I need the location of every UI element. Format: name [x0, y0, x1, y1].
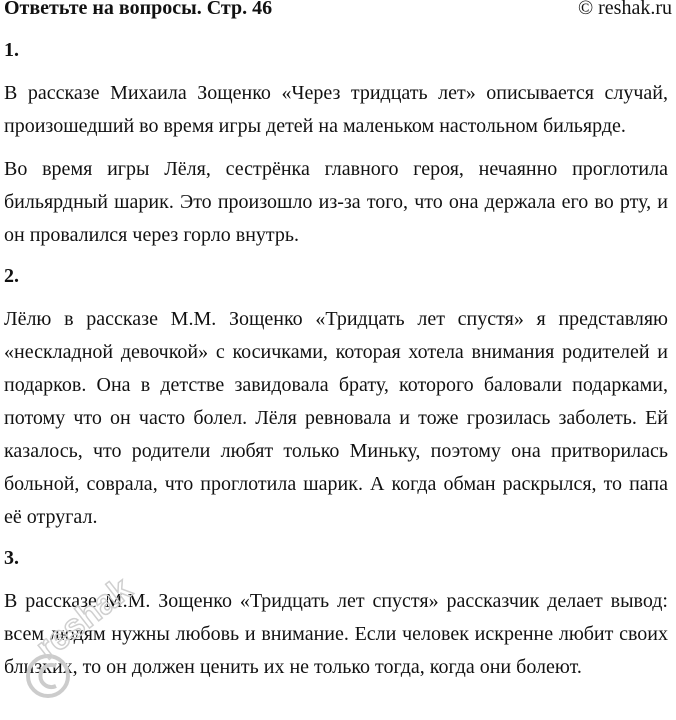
question-number: 1. — [4, 39, 19, 61]
watermark-text: reshak — [28, 569, 139, 668]
source-label: © reshak.ru — [577, 0, 672, 19]
question-number: 2. — [4, 265, 19, 287]
answers-content — [4, 34, 668, 684]
page-header — [4, 0, 672, 20]
answer-paragraph: Во время игры Лёля, сестрёнка главного героя, нечаянно проглотила бильярдный шарик. Это произошло из-за того, что она держала его во рту, и он провалился через горло внутрь. — [4, 158, 668, 246]
page-title: Ответьте на вопросы. Стр. 46 — [4, 0, 273, 19]
answer-paragraph: В рассказе Михаила Зощенко «Через тридцать лет» описывается случай, произошедший во время игры детей на маленьком настольном бильярде. — [4, 82, 668, 137]
answer-paragraph: Лёлю в рассказе М.М. Зощенко «Тридцать лет спустя» я представляю «нескладной девочкой» с косичками, которая хотела внимания родителей и подарков. Она в детстве завидовала брату, которого баловали подарками, потому что он часто болел. Лёля ревновала и тоже грозилась заболеть. Ей казалось, что родители любят только Миньку, поэтому она притворилась больной, соврала, что проглотила шарик. А когда обман раскрылся, то папа её отругал. — [4, 308, 668, 528]
question-2 — [4, 260, 668, 534]
question-1 — [4, 34, 668, 252]
answer-paragraph: В рассказе М.М. Зощенко «Тридцать лет спустя» рассказчик делает вывод: всем людям нужны любовь и внимание. Если человек искренне любит своих близких, то он должен ценить их не только тогда, когда они болеют. — [4, 590, 668, 678]
question-3 — [4, 542, 668, 684]
question-number: 3. — [4, 547, 19, 569]
